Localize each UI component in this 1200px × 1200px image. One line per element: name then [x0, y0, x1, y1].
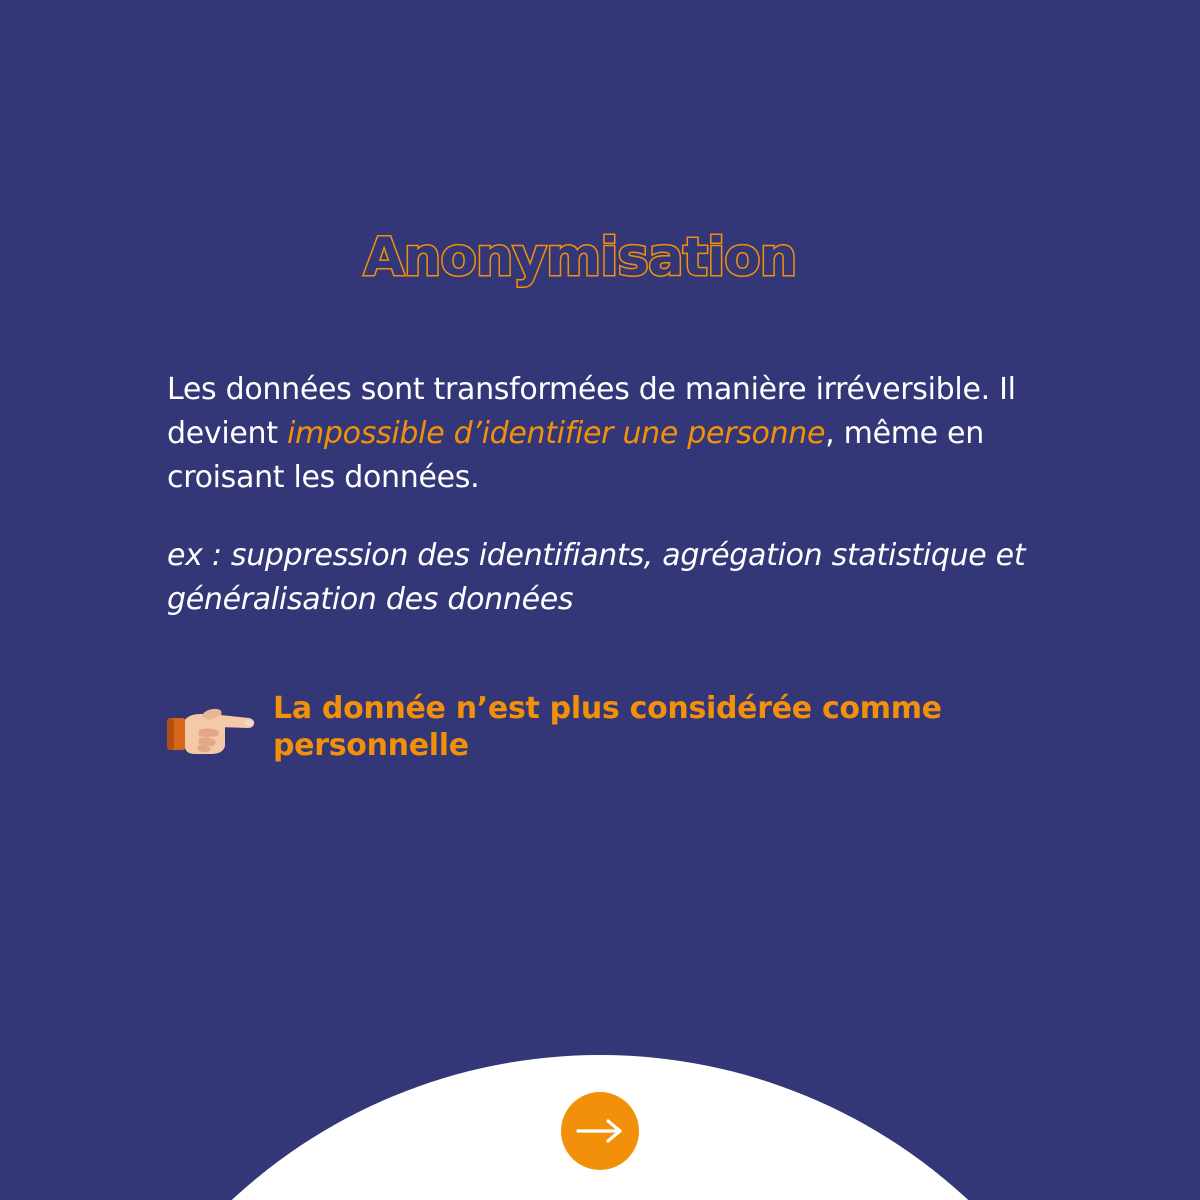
pointing-hand-icon: [165, 700, 257, 760]
example-text: ex : suppression des identifiants, agrégation statistique et généralisation des données: [167, 538, 1026, 617]
slide-title: Anonymisation: [363, 227, 797, 288]
description-highlight: impossible d’identifier une personne: [286, 416, 826, 451]
callout-text: La donnée n’est plus considérée comme personnelle: [273, 691, 942, 763]
next-button[interactable]: [561, 1092, 639, 1170]
arrow-right-icon: [574, 1118, 626, 1144]
callout: [165, 690, 1065, 780]
description-paragraph: [167, 368, 1047, 500]
description-part-2: , même en croisant les données.: [167, 416, 984, 495]
description-part-1: Les données sont transformées de manière irréversible. Il devient: [167, 372, 1016, 451]
